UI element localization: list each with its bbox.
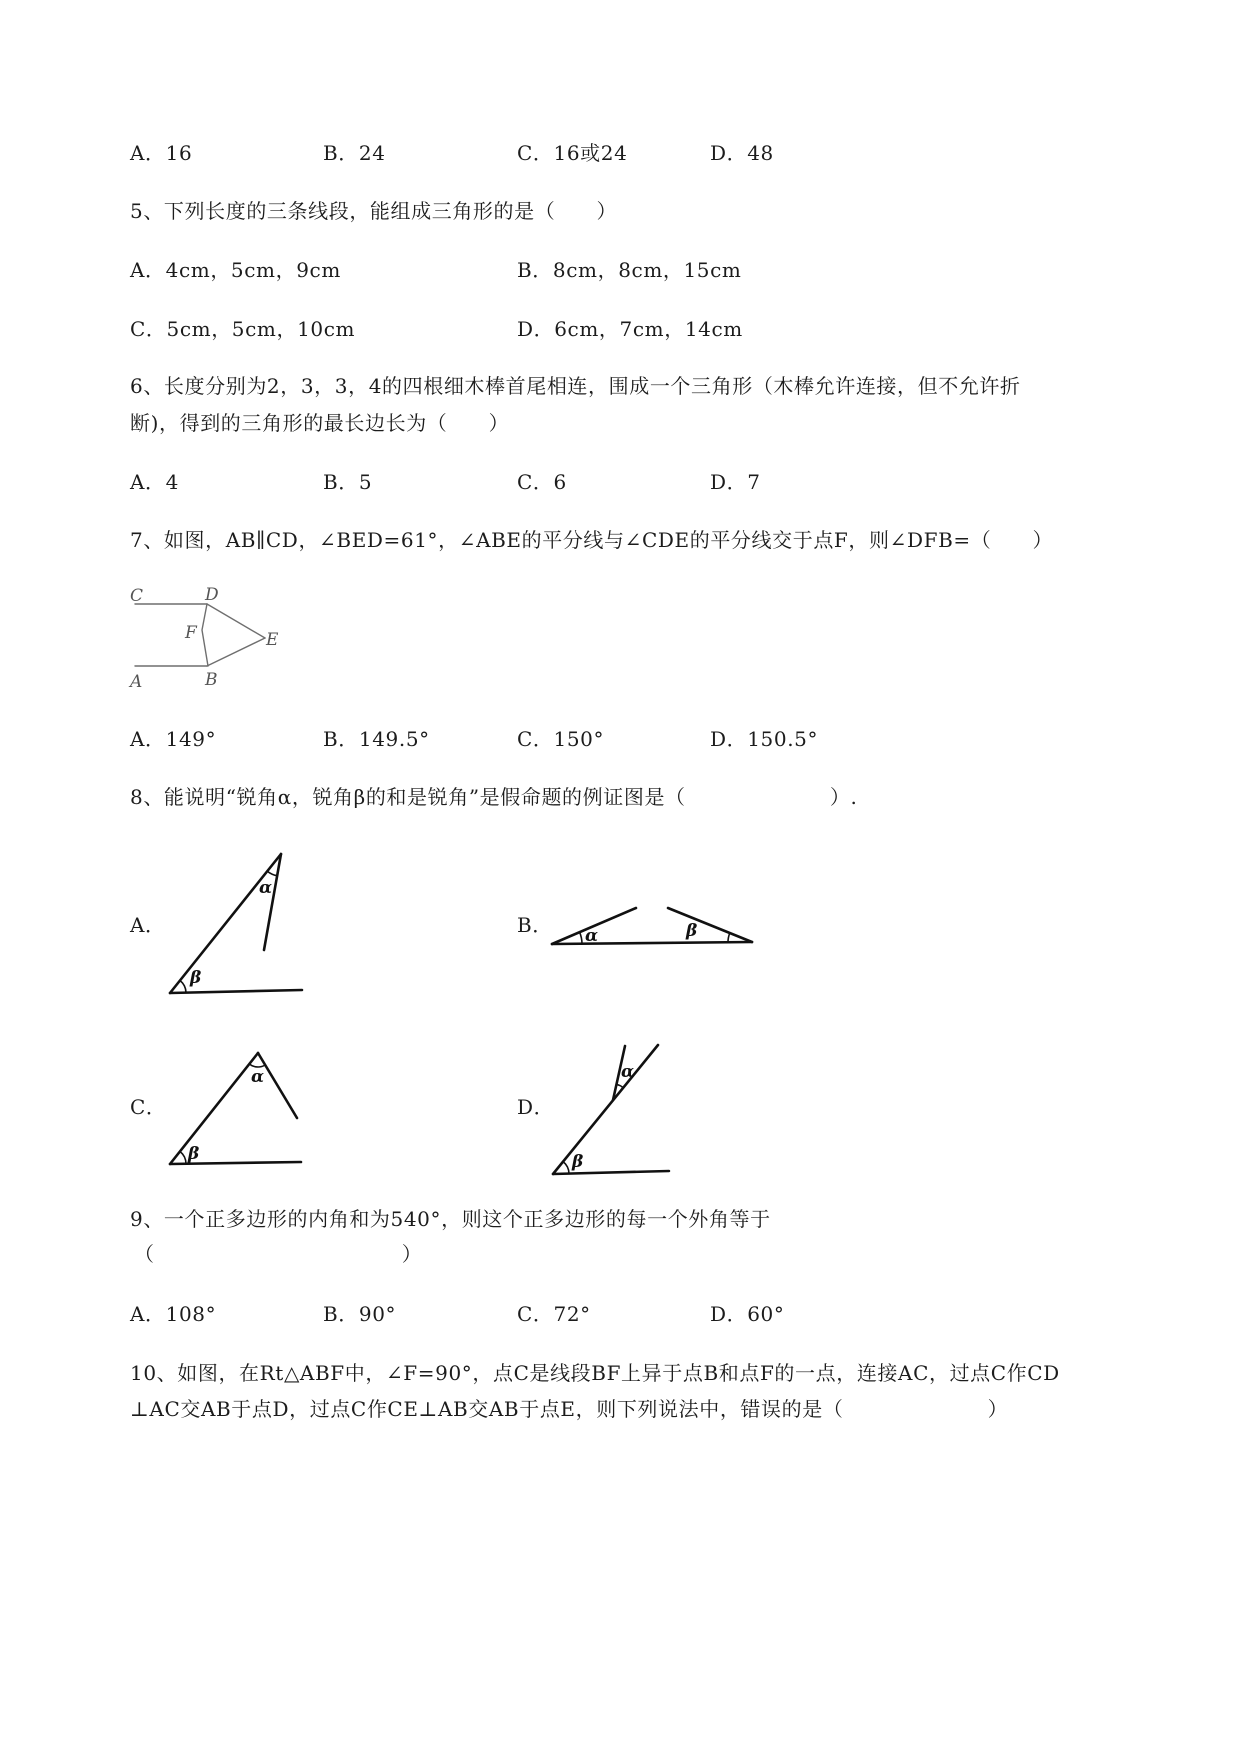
q10-stem-line2: ⊥AC交AB于点D，过点C作CE⊥AB交AB于点E，则下列说法中，错误的是（ ）: [130, 1397, 1009, 1421]
q7-segment-dfb: [202, 604, 208, 666]
q7-option-c: C．150°: [517, 727, 605, 751]
q8a-alpha-label: α: [259, 878, 273, 898]
q5-option-b: B．8cm，8cm，15cm: [517, 258, 742, 282]
q8c-beta-label: β: [188, 1144, 200, 1164]
q7-label-c: C: [130, 586, 144, 606]
q8-figure-c: [160, 1045, 310, 1175]
q7-label-f: F: [185, 623, 198, 643]
q8-figure-b: [545, 900, 760, 955]
q10-stem-line1: 10、如图，在Rt△ABF中，∠F=90°，点C是线段BF上异于点B和点F的一点，连接AC，过点C作CD: [130, 1361, 1060, 1385]
q8b-right-side: [668, 908, 752, 942]
q8d-beta-arc: [563, 1162, 569, 1174]
q5-option-a: A．4cm，5cm，9cm: [130, 258, 341, 282]
q4-option-c: C．16或24: [517, 141, 628, 165]
q6-stem-line2: 断)，得到的三角形的最长边长为（ ）: [130, 411, 510, 435]
q6-option-a: A．4: [130, 470, 179, 494]
q8a-long-side: [170, 854, 281, 993]
q7-option-d: D．150.5°: [710, 727, 819, 751]
q4-option-b: B．24: [323, 141, 386, 165]
q8-option-c-label: C．: [130, 1095, 167, 1119]
q4-option-d: D．48: [710, 141, 774, 165]
q8-option-b-label: B．: [517, 913, 553, 937]
q8a-beta-arc: [180, 981, 186, 993]
q7-stem: 7、如图，AB∥CD，∠BED=61°，∠ABE的平分线与∠CDE的平分线交于点F，则∠DFB=（ ）: [130, 528, 1054, 552]
q8b-alpha-label: α: [585, 926, 599, 946]
q8c-left-side: [170, 1053, 258, 1164]
q9-option-d: D．60°: [710, 1302, 785, 1326]
q8a-beta-label: β: [190, 968, 202, 988]
q8c-beta-arc: [180, 1152, 186, 1164]
q8-figure-d: [545, 1038, 675, 1183]
q8d-base: [553, 1171, 669, 1174]
q7-option-b: B．149.5°: [323, 727, 430, 751]
q8a-short-side: [264, 854, 281, 950]
q7-segment-de: [207, 604, 265, 638]
q8-option-d-label: D．: [517, 1095, 555, 1119]
q8a-base: [170, 990, 302, 993]
q8-option-a-label: A．: [130, 913, 166, 937]
q7-label-b: B: [205, 670, 219, 690]
q9-stem-line2: （ ）: [134, 1242, 423, 1266]
q9-option-b: B．90°: [323, 1302, 397, 1326]
q9-option-c: C．72°: [517, 1302, 591, 1326]
q7-label-e: E: [266, 630, 280, 650]
q8b-beta-label: β: [686, 921, 698, 941]
q8a-alpha-arc: [267, 871, 277, 876]
q6-option-b: B．5: [323, 470, 373, 494]
q7-label-a: A: [130, 672, 143, 692]
q7-segment-be: [207, 638, 265, 666]
q8b-alpha-arc: [580, 932, 582, 944]
q8-stem: 8、能说明“锐角α，锐角β的和是锐角”是假命题的例证图是（ ）.: [130, 785, 858, 809]
q5-option-d: D．6cm，7cm，14cm: [517, 317, 743, 341]
q7-option-a: A．149°: [130, 727, 217, 751]
q8b-beta-arc: [728, 933, 730, 942]
q8d-long-side: [553, 1045, 658, 1174]
q9-option-a: A．108°: [130, 1302, 217, 1326]
q6-option-c: C．6: [517, 470, 567, 494]
q8c-alpha-label: α: [251, 1067, 265, 1087]
q9-stem-line1: 9、一个正多边形的内角和为540°，则这个正多边形的每一个外角等于: [130, 1207, 771, 1231]
q8d-alpha-arc: [617, 1084, 624, 1087]
q7-label-d: D: [205, 585, 220, 605]
q8d-beta-label: β: [572, 1152, 584, 1172]
q8-figure-a: [160, 845, 310, 1005]
q4-option-a: A．16: [130, 141, 193, 165]
q5-stem: 5、下列长度的三条线段，能组成三角形的是（ ）: [130, 199, 618, 223]
q5-option-c: C．5cm，5cm，10cm: [130, 317, 356, 341]
q8d-alpha-label: α: [621, 1062, 635, 1082]
q6-stem-line1: 6、长度分别为2，3，3，4的四根细木棒首尾相连，围成一个三角形（木棒允许连接，但不允许折: [130, 374, 1021, 398]
q6-option-d: D．7: [710, 470, 761, 494]
q7-figure: [120, 580, 295, 695]
